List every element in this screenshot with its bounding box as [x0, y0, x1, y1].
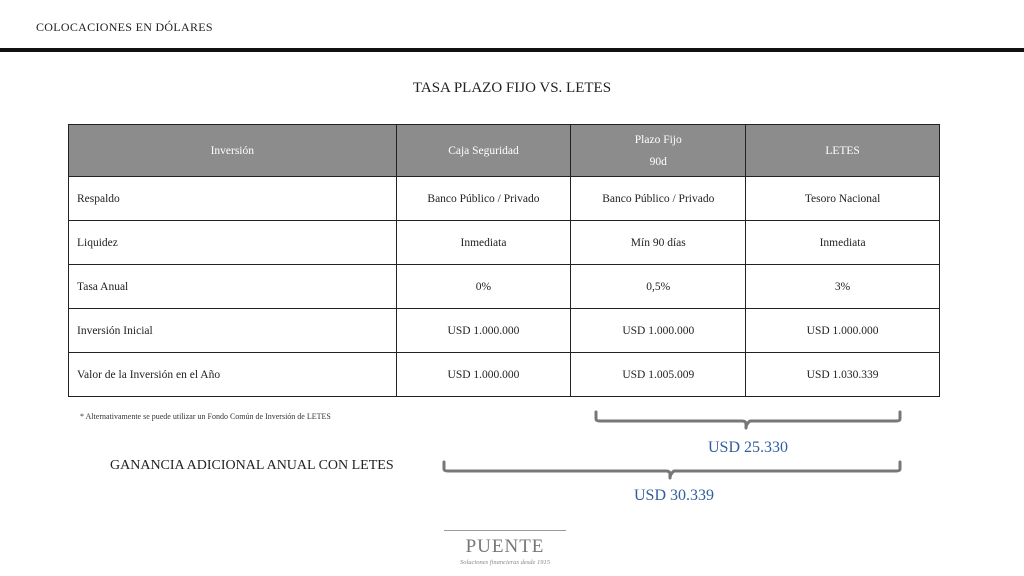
row-label: Valor de la Inversión en el Año: [69, 353, 397, 397]
ganancia-label: GANANCIA ADICIONAL ANUAL CON LETES: [110, 458, 394, 473]
cell-letes: USD 1.030.339: [746, 353, 940, 397]
header-caja-seguridad: Caja Seguridad: [396, 125, 571, 177]
header-divider: [0, 48, 1024, 52]
difference-vs-caja-seguridad: USD 30.339: [634, 487, 715, 504]
cell-plazo: Mín 90 días: [571, 221, 746, 265]
footnote: * Alternativamente se puede utilizar un Fondo Común de Inversión de LETES: [80, 412, 331, 421]
cell-letes: 3%: [746, 265, 940, 309]
header-plazo-fijo: [571, 125, 746, 177]
table-row: [69, 353, 940, 397]
row-label: Tasa Anual: [69, 265, 397, 309]
cell-caja: Banco Público / Privado: [396, 177, 571, 221]
table-row: [69, 265, 940, 309]
row-label: Liquidez: [69, 221, 397, 265]
section-label: COLOCACIONES EN DÓLARES: [36, 20, 213, 34]
table-row: [69, 177, 940, 221]
table-header-row: [69, 125, 940, 177]
difference-vs-plazo-fijo: USD 25.330: [708, 439, 789, 456]
comparison-table: [68, 124, 940, 397]
header-inversion: Inversión: [69, 125, 397, 177]
header-plazo-fijo-line2: 90d: [649, 155, 667, 168]
table-row: [69, 221, 940, 265]
cell-plazo: USD 1.000.000: [571, 309, 746, 353]
cell-letes: Tesoro Nacional: [746, 177, 940, 221]
cell-caja: USD 1.000.000: [396, 309, 571, 353]
page-title: TASA PLAZO FIJO VS. LETES: [412, 80, 612, 96]
cell-caja: USD 1.000.000: [396, 353, 571, 397]
cell-plazo: 0,5%: [571, 265, 746, 309]
cell-caja: Inmediata: [396, 221, 571, 265]
logo-tagline: Soluciones financieras desde 1915: [459, 559, 551, 566]
cell-caja: 0%: [396, 265, 571, 309]
row-label: Respaldo: [69, 177, 397, 221]
cell-plazo: USD 1.005.009: [571, 353, 746, 397]
logo-divider: [444, 530, 566, 531]
row-label: Inversión Inicial: [69, 309, 397, 353]
cell-letes: Inmediata: [746, 221, 940, 265]
header-letes: LETES: [746, 125, 940, 177]
cell-letes: USD 1.000.000: [746, 309, 940, 353]
header-plazo-fijo-line1: Plazo Fijo: [634, 133, 682, 146]
table-row: [69, 309, 940, 353]
brace-plazo-to-letes: [592, 410, 904, 434]
cell-plazo: Banco Público / Privado: [571, 177, 746, 221]
puente-logo: PUENTE: [465, 536, 545, 557]
brace-caja-to-letes: [440, 460, 904, 484]
